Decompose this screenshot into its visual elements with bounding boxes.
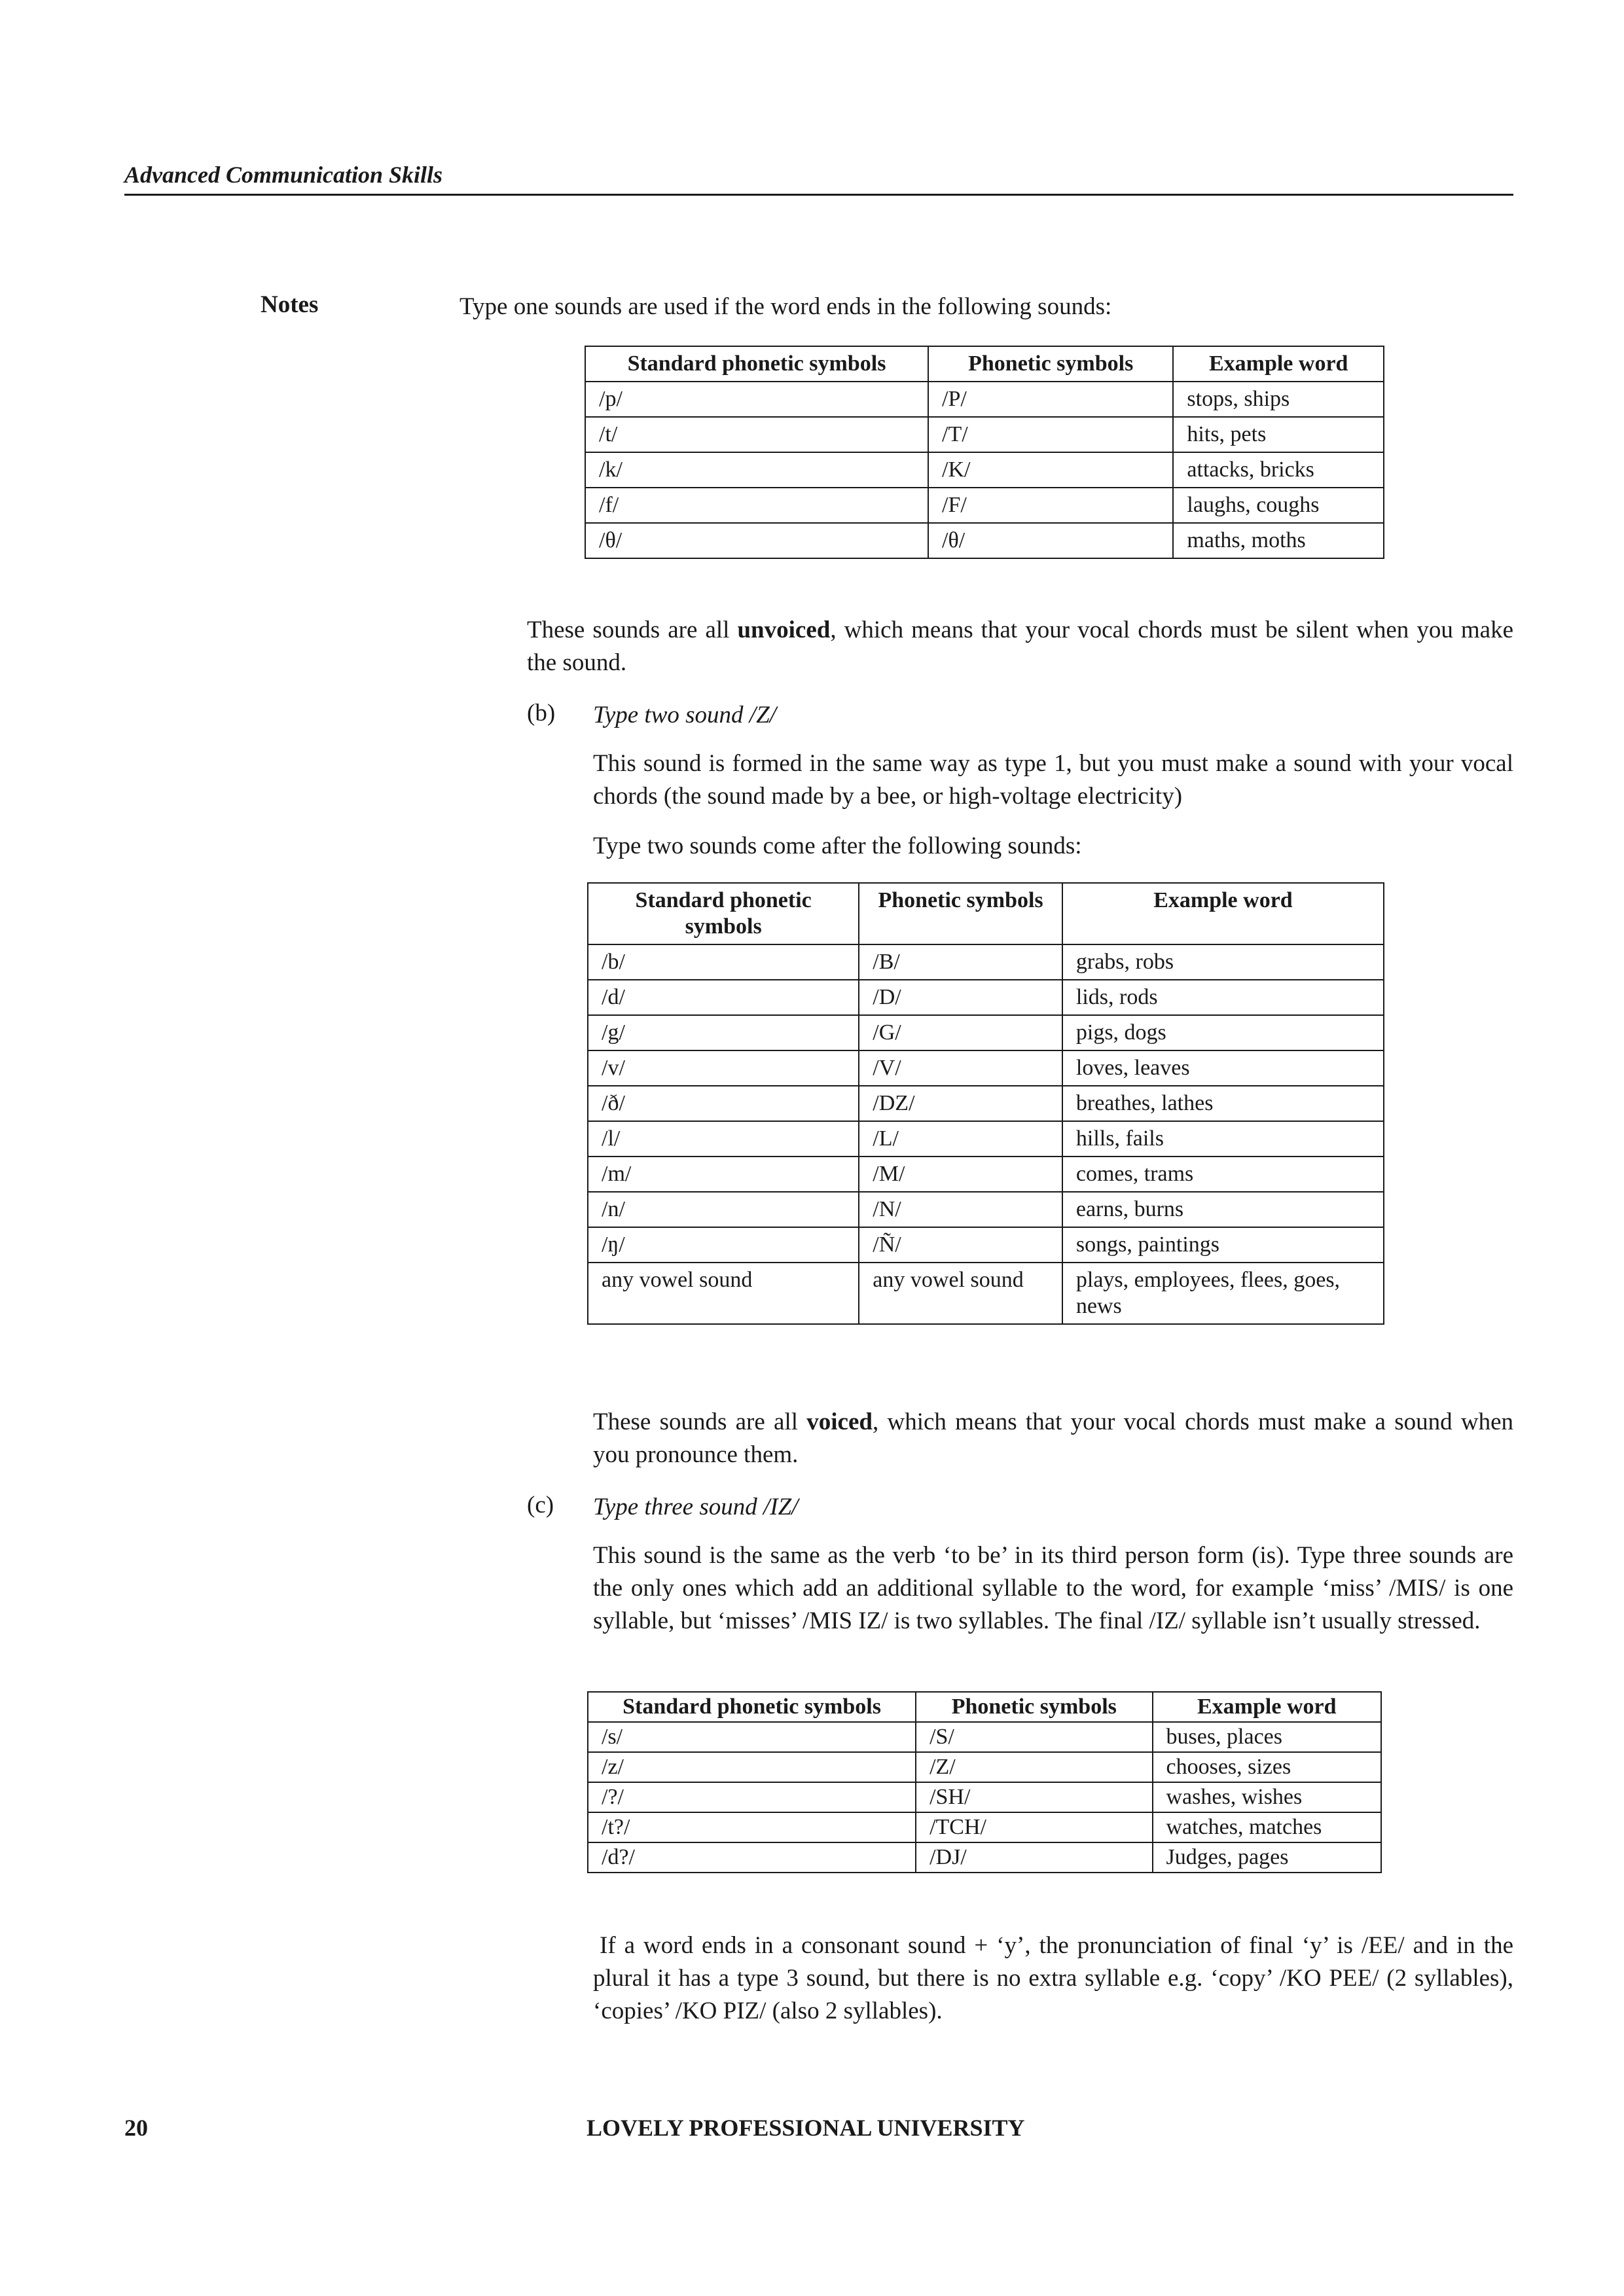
table-row [588,1192,1384,1227]
table-cell: washes, wishes [1153,1782,1382,1812]
table-cell: lids, rods [1062,980,1384,1015]
table-header-row [588,883,1384,944]
paragraph-text: , which means that your vocal chords must make a sound when you pronounce them. [593,1408,1513,1468]
table-cell: chooses, sizes [1153,1752,1382,1782]
table-row [588,1121,1384,1157]
table-row [585,417,1384,452]
paragraph-text: These sounds are all [593,1408,807,1435]
column-header: Example word [1062,883,1384,944]
table-cell: /DJ/ [916,1842,1152,1873]
table-cell: /F/ [928,488,1173,523]
table-row [585,523,1384,558]
notes-margin-label: Notes [261,291,319,318]
table-cell: laughs, coughs [1173,488,1384,523]
table-row [588,1263,1384,1324]
table-cell: /SH/ [916,1782,1152,1812]
table-cell: /G/ [859,1015,1062,1050]
column-header: Standard phonetic symbols [588,883,859,944]
table-row [585,452,1384,488]
table-row [585,488,1384,523]
table-cell: /z/ [588,1752,916,1782]
table-cell: /p/ [585,382,928,417]
table-cell: /l/ [588,1121,859,1157]
table-cell: /M/ [859,1157,1062,1192]
column-header: Phonetic symbols [928,346,1173,382]
table-row [588,1842,1381,1873]
table-cell: /ð/ [588,1086,859,1121]
table-cell: maths, moths [1173,523,1384,558]
table-cell: /t/ [585,417,928,452]
table-cell: earns, burns [1062,1192,1384,1227]
table-row [588,980,1384,1015]
type-one-table [585,346,1384,559]
table-cell: /L/ [859,1121,1062,1157]
type-one-intro: Type one sounds are used if the word ends in the following sounds: [460,293,1112,320]
table-cell: /n/ [588,1192,859,1227]
running-header: Advanced Communication Skills [124,161,1513,196]
section-c-heading: Type three sound /IZ/ [593,1494,799,1520]
table-row [588,1015,1384,1050]
table-cell: Judges, pages [1153,1842,1382,1873]
table-cell: any vowel sound [859,1263,1062,1324]
table-cell: plays, employees, flees, goes, news [1062,1263,1384,1324]
table-cell: /d?/ [588,1842,916,1873]
table-cell: /B/ [859,944,1062,980]
section-b-intro: Type two sounds come after the following sounds: [593,833,1082,859]
table-row [588,944,1384,980]
table-row [585,382,1384,417]
table-cell: /S/ [916,1722,1152,1752]
column-header: Standard phonetic symbols [588,1692,916,1722]
table-cell: /T/ [928,417,1173,452]
table-cell: /k/ [585,452,928,488]
voiced-paragraph [593,1406,1513,1471]
unvoiced-paragraph [527,614,1513,679]
table-cell: any vowel sound [588,1263,859,1324]
table-cell: /s/ [588,1722,916,1752]
table-cell: /D/ [859,980,1062,1015]
table-row [588,1157,1384,1192]
table-cell: grabs, robs [1062,944,1384,980]
table-cell: watches, matches [1153,1812,1382,1842]
list-marker-b: (b) [527,700,556,726]
table-cell: /t?/ [588,1812,916,1842]
table-row [588,1782,1381,1812]
table-row [588,1722,1381,1752]
table-cell: attacks, bricks [1173,452,1384,488]
table-cell: /V/ [859,1050,1062,1086]
table-cell: /θ/ [928,523,1173,558]
type-two-table [587,882,1384,1325]
table-cell: /Z/ [916,1752,1152,1782]
table-cell: hits, pets [1173,417,1384,452]
table-row [588,1752,1381,1782]
section-c-paragraph: This sound is the same as the verb ‘to be’ in its third person form (is). Type three sounds are the only ones which add an additional syllable to the word, for example ‘miss’ /MIS/ is one syllable, but ‘misses’ /MIS IZ/ is two syllables. The final /IZ/ syllable isn’t usually stressed. [593,1542,1513,1634]
table-cell: /DZ/ [859,1086,1062,1121]
table-cell: /Ñ/ [859,1227,1062,1263]
column-header: Standard phonetic symbols [585,346,928,382]
table-cell: /f/ [585,488,928,523]
section-b-paragraph: This sound is formed in the same way as type 1, but you must make a sound with your vocal chords (the sound made by a bee, or high-voltage electricity) [593,750,1513,810]
table-cell: /ŋ/ [588,1227,859,1263]
table-cell: buses, places [1153,1722,1382,1752]
table-cell: /K/ [928,452,1173,488]
table-cell: /d/ [588,980,859,1015]
column-header: Phonetic symbols [859,883,1062,944]
table-cell: songs, paintings [1062,1227,1384,1263]
table-cell: /b/ [588,944,859,980]
table-cell: /g/ [588,1015,859,1050]
emphasis-voiced: voiced [806,1408,873,1435]
table-cell: loves, leaves [1062,1050,1384,1086]
table-cell: /m/ [588,1157,859,1192]
table-cell: /P/ [928,382,1173,417]
table-cell: pigs, dogs [1062,1015,1384,1050]
table-cell: /N/ [859,1192,1062,1227]
type-three-table [587,1691,1382,1873]
column-header: Example word [1153,1692,1382,1722]
table-header-row [585,346,1384,382]
final-paragraph: If a word ends in a consonant sound + ‘y’, the pronunciation of final ‘y’ is /EE/ and in the plural it has a type 3 sound, but there is no extra syllable e.g. ‘copy’ /KO PEE/ (2 syllables), ‘copies’ /KO PIZ/ (also 2 syllables). [593,1932,1513,2024]
table-cell: /θ/ [585,523,928,558]
column-header: Example word [1173,346,1384,382]
emphasis-unvoiced: unvoiced [737,617,831,643]
paragraph-text: These sounds are all [527,617,738,643]
table-cell: stops, ships [1173,382,1384,417]
table-cell: /?/ [588,1782,916,1812]
table-cell: hills, fails [1062,1121,1384,1157]
footer-university: LOVELY PROFESSIONAL UNIVERSITY [586,2115,1025,2141]
table-row [588,1086,1384,1121]
page-number: 20 [124,2115,148,2141]
table-row [588,1227,1384,1263]
table-cell: comes, trams [1062,1157,1384,1192]
table-row [588,1812,1381,1842]
paragraph-text: , which means that your vocal chords must be silent when you make the sound. [527,617,1513,676]
section-b-heading: Type two sound /Z/ [593,702,776,728]
table-cell: /TCH/ [916,1812,1152,1842]
table-row [588,1050,1384,1086]
list-marker-c: (c) [527,1492,554,1518]
table-header-row [588,1692,1381,1722]
table-cell: breathes, lathes [1062,1086,1384,1121]
table-cell: /v/ [588,1050,859,1086]
column-header: Phonetic symbols [916,1692,1152,1722]
